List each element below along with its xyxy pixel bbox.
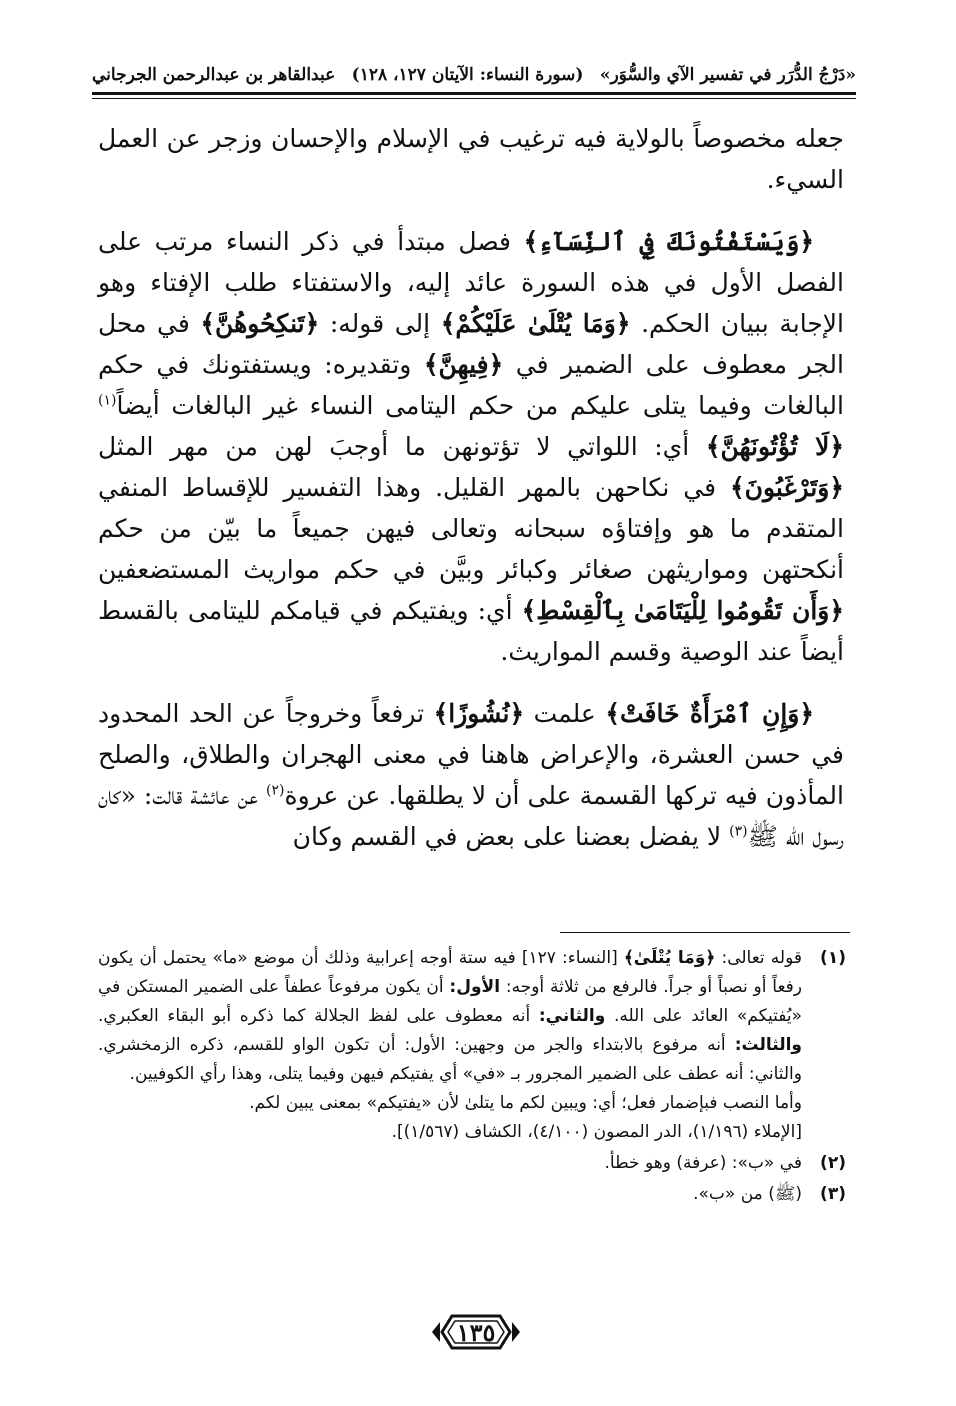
main-text: [98, 118, 844, 878]
page-number: ١٣٥: [456, 1317, 496, 1347]
footnote-paragraph: [98, 944, 802, 1089]
footnote-references: [الإملاء (١/١٩٦)، الدر المصون (٤/١٠٠)، الكشاف (١/٥٦٧)].: [391, 1122, 802, 1142]
paragraph-2: [98, 221, 844, 672]
paragraph-text: عن عائشة قالت: «كان رسول الله ﷺ: [98, 781, 844, 851]
footnotes: [98, 944, 846, 1211]
quran-quote: ﴿لَا تُؤْتُونَهُنَّ﴾: [705, 432, 844, 461]
paragraph-text: لا يفضل بعضنا على بعض في القسم وكان: [292, 822, 730, 851]
quran-quote: ﴿وَيَسْتَفْتُونَكَ فِي ٱلنِّسَآءِ﴾: [523, 227, 814, 256]
header-rule-thick: [92, 92, 856, 95]
footnote-body: في «ب»: (عرفة) وهو خطأ.: [604, 1153, 802, 1173]
header-rule-thin: [92, 98, 856, 99]
paragraph-text: علمت: [524, 699, 606, 728]
footnote-body: [98, 944, 802, 1147]
paragraph-text: وتقديره: ويستفتونك في حكم البالغات وفيما يتلى عليكم من حكم اليتامى النساء غير البالغات أيضاً: [98, 350, 844, 420]
footnote-text: أن يكون مرفوعاً عطفاً على الضمير المستكن في «يُفتيكم» العائد على الله.: [98, 977, 803, 1026]
footnote-text: [النساء: ١٢٧] فيه ستة أوجه إعرابية وذلك أن موضع «ما» يحتمل أن يكون رفعاً أو نصباً أو جراً. فالرفع من ثلاثة أوجه:: [98, 948, 802, 997]
paragraph-3: [98, 693, 844, 857]
paragraph-text: إلى قوله:: [319, 309, 441, 338]
section-title: (سورة النساء: الآيتان ١٢٧، ١٢٨): [351, 65, 584, 85]
page-number-ornament: [428, 1308, 524, 1356]
footnote-ref: (١): [98, 392, 117, 409]
quran-quote: ﴿تَنكِحُوهُنَّ﴾: [200, 309, 320, 338]
footnote-keyword: الأول:: [449, 977, 501, 997]
footnote-1: [98, 944, 846, 1147]
footnote-number: (٢): [820, 1153, 846, 1173]
footnote-paragraph: وأما النصب فبإضمار فعل؛ أي: ويبين لكم ما يتلىٰ لأن «يفتيكم» بمعنى يبين لكم.: [249, 1093, 802, 1113]
quran-quote: ﴿وَمَا يُتْلَىٰ عَلَيْكُمْ﴾: [440, 309, 631, 338]
footnote-2: [98, 1149, 846, 1178]
paragraph-text: أي: اللواتي لا تؤتونهن ما أوجبَ لهن من مهر المثل: [98, 432, 706, 461]
quran-quote: ﴿فِيهِنَّ﴾: [423, 350, 504, 379]
quran-quote: ﴿نُشُوزًا﴾: [433, 699, 525, 728]
quran-quote: ﴿وَأَن تَقُومُوا لِلْيَتَامَىٰ بِٱلْقِسْطِ﴾: [521, 596, 844, 625]
paragraph-text: أي: ويفتيكم في قيامكم لليتامى بالقسط أيضاً عند الوصية وقسم المواريث.: [98, 596, 844, 666]
paragraph-text: ترفعاً وخروجاً عن الحد المحدود في حسن العشرة، والإعراض هاهنا في معنى الهجران والطلاق، والصلح المأذون فيه تركها القسمة على أن لا يطلقها. عن عروة: [98, 699, 844, 810]
paragraph-text: فصل مبتدأ في ذكر النساء مرتب على الفصل الأول في هذه السورة عائد إليه، والاستفتاء طلب الإفتاء وهو الإجابة ببيان الحكم.: [98, 227, 844, 338]
footnote-ref: (٢): [266, 782, 285, 799]
paragraph-text: في محل الجر معطوف على الضمير في: [98, 309, 844, 379]
footnote-separator: [560, 932, 850, 933]
footnote-3: [98, 1180, 846, 1209]
paragraph-text: في نكاحهن بالمهر القليل. وهذا التفسير للإقساط المنفي المتقدم ما هو وإفتاؤه سبحانه وتعالى فيهن جميعاً ما بيّن من حكم أنكحتهن ومواريثهن صغائر وكبائر وبيَّن في حكم مواريث المستضعفين: [98, 473, 844, 584]
running-head: [92, 60, 856, 90]
quran-quote: ﴿وَإِنِ ٱمْرَأَةٌ خَافَتْ﴾: [605, 699, 815, 728]
footnote-number: (١): [820, 948, 846, 968]
footnote-keyword: والثالث:: [734, 1035, 802, 1055]
quran-quote: ﴿وَتَرْغَبُونَ﴾: [729, 473, 844, 502]
book-title: «دَرْجُ الدُّرَر في تفسير الآي والسُّوَر»: [599, 65, 856, 85]
footnote-text: أنه مرفوع بالابتداء والجر من وجهين: الأول: أن تكون الواو للقسم، ذكره الزمخشري. والثاني: أنه عطف على الضمير المجرور بـ «في» أي يفتيكم فيهن وفيما يتلى، وهذا رأي الكوفيين.: [98, 1035, 802, 1084]
quran-quote: ﴿وَمَا يُتْلَىٰ﴾: [623, 948, 716, 968]
paragraph-1: جعله مخصوصاً بالولاية فيه ترغيب في الإسلام والإحسان وزجر عن العمل السيء.: [98, 124, 844, 194]
footnote-text: أنه معطوف على لفظ الجلالة كما ذكره أبو البقاء العكبري.: [98, 1006, 539, 1026]
author-name: عبدالقاهر بن عبدالرحمن الجرجاني: [92, 65, 336, 85]
footnote-number: (٣): [820, 1184, 846, 1204]
footnote-ref: (٣): [729, 823, 748, 840]
footnote-keyword: والثاني:: [538, 1006, 606, 1026]
footnote-text: قوله تعالى:: [715, 948, 802, 968]
footnote-body: (ﷺ) من «ب».: [693, 1184, 802, 1204]
